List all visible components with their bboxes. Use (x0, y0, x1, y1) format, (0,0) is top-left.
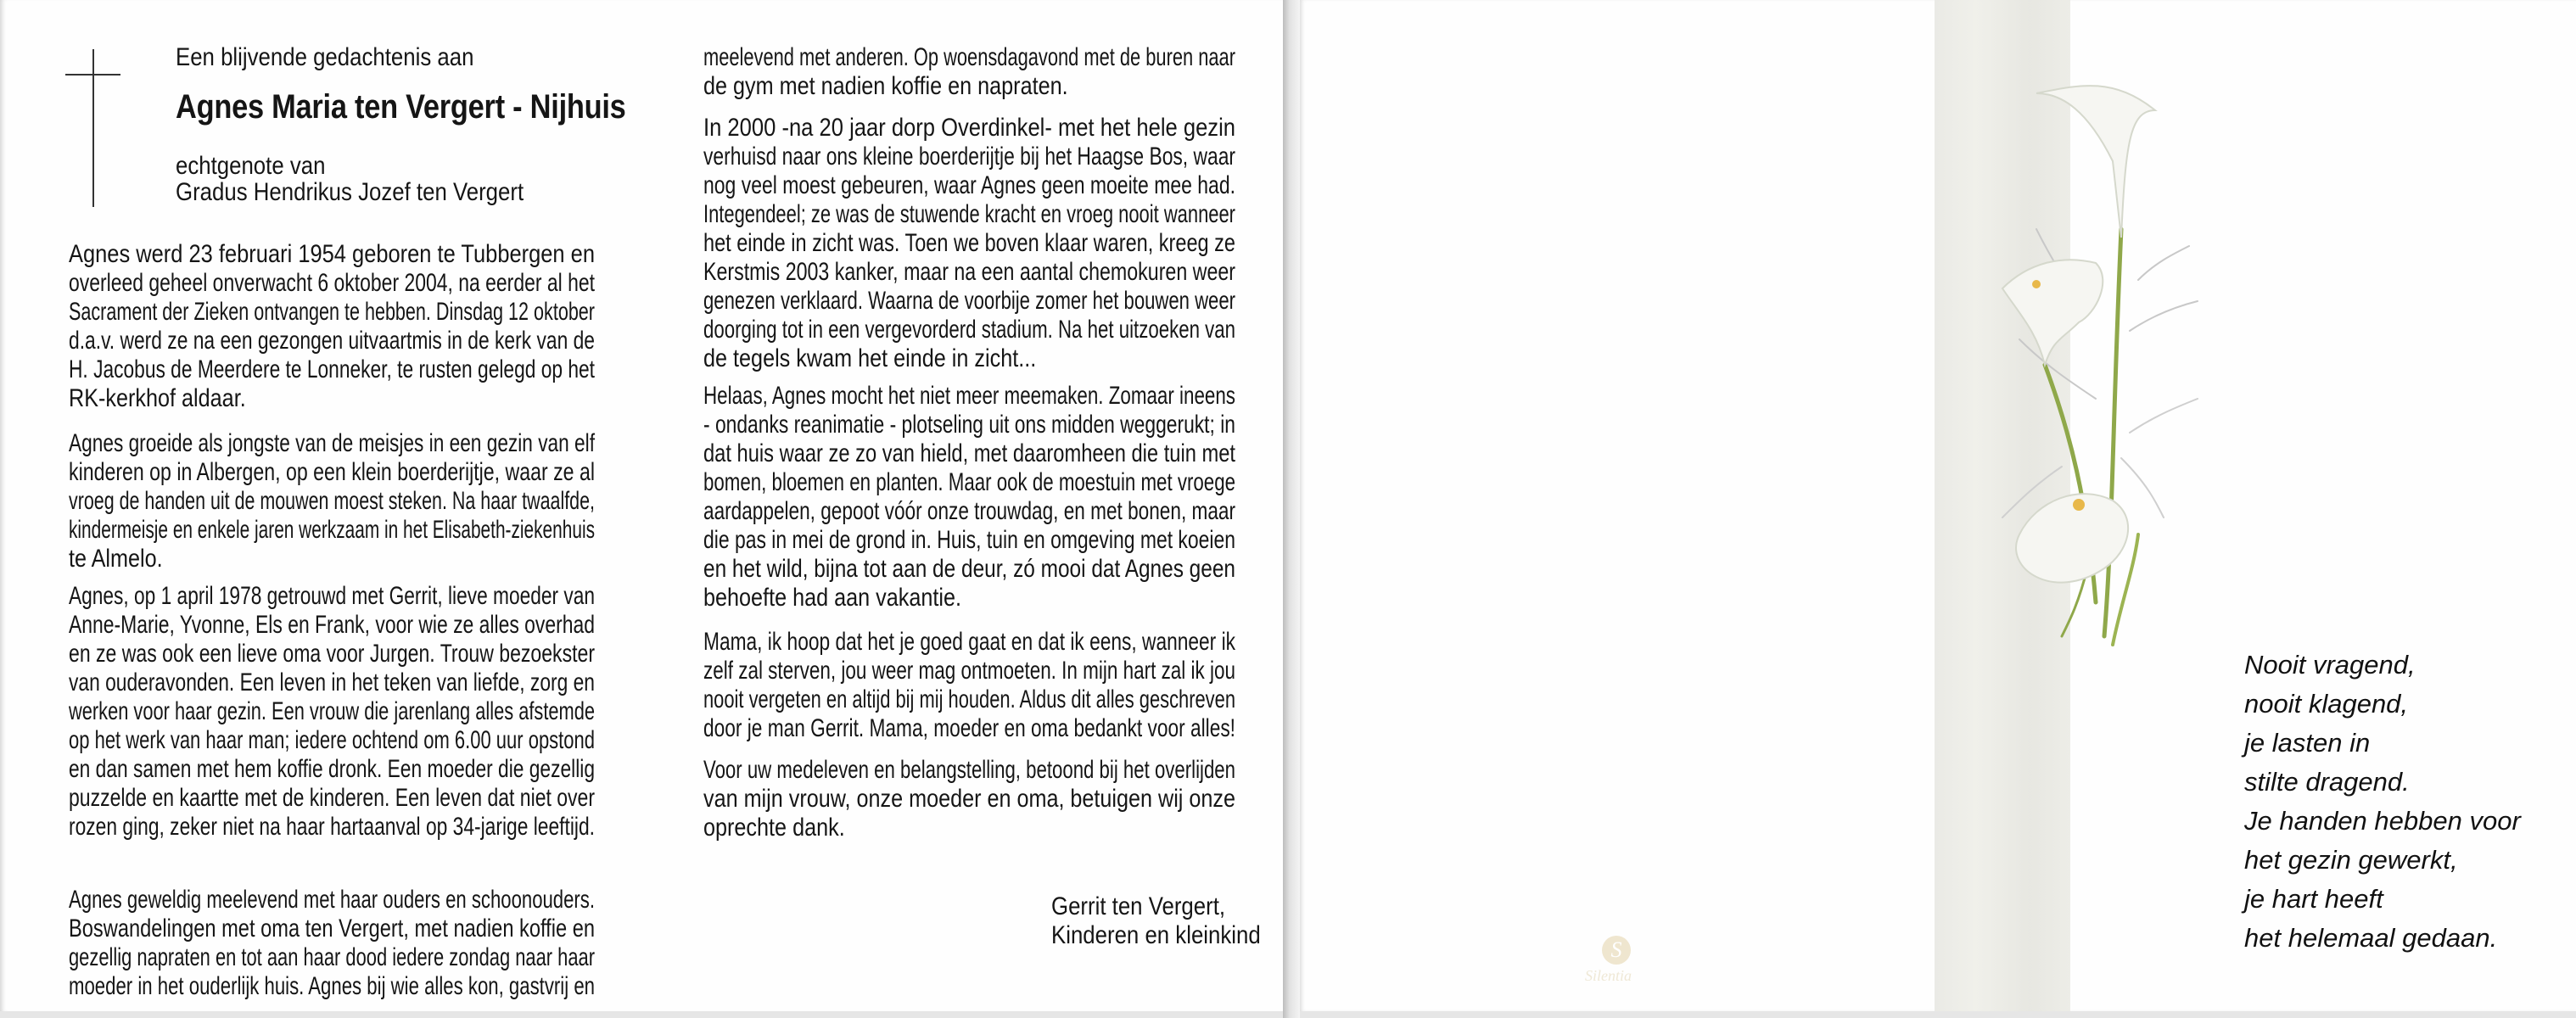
intro-text: Een blijvende gedachtenis aan (176, 43, 474, 71)
text-line: dat huis waar ze zo van hield, met daaromheen die tuin met (703, 439, 1235, 467)
text-line: d.a.v. werd ze na een gezongen uitvaartmis in de kerk van de (69, 327, 595, 355)
text-line: zelf zal sterven, jou weer mag ontmoeten. In mijn hart zal ik jou (703, 657, 1235, 685)
text-line-row (703, 555, 1235, 584)
text-line: RK-kerkhof aldaar. (69, 384, 246, 412)
cross-horizontal (65, 74, 120, 76)
text-line: de tegels kwam het einde in zicht... (703, 344, 1037, 372)
paragraph (69, 886, 595, 1001)
text-line: Agnes groeide als jongste van de meisjes in een gezin van elf (69, 429, 595, 457)
text-line-row (69, 611, 595, 640)
text-line: doorging tot in een vergevorderd stadium. Na het uitzoeken van (703, 316, 1235, 344)
text-line: oprechte dank. (703, 814, 845, 842)
cross-vertical (92, 49, 94, 207)
text-line: - ondanks reanimatie - plotseling uit ons midden weggerukt; in (703, 411, 1235, 439)
text-line-row (69, 269, 595, 298)
text-line-row (703, 344, 1235, 373)
poem-line: Je handen hebben voor (2244, 806, 2521, 836)
text-line-row (703, 785, 1235, 814)
text-line-row (703, 114, 1235, 143)
text-line-row (703, 143, 1235, 171)
text-line-row (69, 384, 595, 413)
text-line-row (703, 200, 1235, 229)
poem-line: het helemaal gedaan. (2244, 923, 2498, 953)
text-line-row (703, 43, 1235, 72)
signature-line: Kinderen en kleinkind (1051, 921, 1261, 949)
text-line-row (69, 298, 595, 327)
card-fold (1283, 0, 1300, 1018)
text-line: H. Jacobus de Meerdere te Lonneker, te rusten gelegd op het (69, 355, 595, 383)
poem-line: stilte dragend. (2244, 767, 2410, 797)
text-line-row (703, 526, 1235, 555)
text-line-row (69, 813, 595, 842)
text-line: aardappelen, gepoot vóór onze trouwdag, en met bonen, maar (703, 497, 1235, 525)
text-line-row (69, 327, 595, 355)
text-line-row (703, 171, 1235, 200)
text-line: op het werk van haar man; iedere ochtend om 6.00 uur opstond (69, 726, 595, 754)
paragraph (69, 582, 595, 842)
text-line: die pas in mei de grond in. Huis, tuin en omgeving met koeien (703, 526, 1235, 554)
text-line-row (703, 316, 1235, 344)
text-line-row (703, 229, 1235, 258)
poem-line: je hart heeft (2244, 884, 2383, 914)
text-line-row (69, 697, 595, 726)
text-line-row (703, 468, 1235, 497)
paragraph (703, 756, 1235, 842)
text-line: en ze was ook een lieve oma voor Jurgen. Trouw bezoekster (69, 640, 595, 668)
text-line: de gym met nadien koffie en napraten. (703, 72, 1068, 100)
paragraph (69, 240, 595, 413)
text-line: door je man Gerrit. Mama, moeder en oma bedankt voor alles! (703, 714, 1235, 742)
publisher-logo-text: Silentia (1585, 967, 1632, 984)
text-line: vroeg de handen uit de mouwen moest steken. Na haar twaalfde, (69, 487, 595, 515)
text-line-row (69, 972, 595, 1001)
signature (1051, 892, 1295, 950)
text-line-row (703, 382, 1235, 411)
text-line-row (703, 72, 1235, 101)
poem (2244, 646, 2521, 958)
poem-line: Nooit vragend, (2244, 650, 2416, 680)
text-line: Anne-Marie, Yvonne, Els en Frank, voor wie ze alles overhad (69, 611, 595, 639)
text-line-row (703, 411, 1235, 439)
text-line: van mijn vrouw, onze moeder en oma, betuigen wij onze (703, 785, 1235, 813)
text-line-row (703, 714, 1235, 743)
text-line: puzzelde en kaartte met de kinderen. Een leven dat niet over (69, 784, 595, 812)
text-line-row (703, 584, 1235, 612)
text-line-row (703, 628, 1235, 657)
paragraph (703, 382, 1235, 612)
text-line: Agnes, op 1 april 1978 getrouwd met Gerrit, lieve moeder van (69, 582, 595, 610)
text-line-row (703, 814, 1235, 842)
text-line: Integendeel; ze was de stuwende kracht en vroeg nooit wanneer (703, 200, 1235, 228)
text-line: Sacrament der Zieken ontvangen te hebben. Dinsdag 12 oktober (69, 298, 595, 326)
text-line-row (703, 685, 1235, 714)
poem-line: nooit klagend, (2244, 689, 2409, 719)
text-line: nooit vergeten en altijd bij mij houden. Aldus dit alles geschreven (703, 685, 1235, 713)
text-line: rozen ging, zeker niet na haar hartaanval op 34-jarige leeftijd. (69, 813, 595, 841)
text-line: verhuisd naar ons kleine boerderijtje bij het Haagse Bos, waar (703, 143, 1235, 171)
deceased-name: Agnes Maria ten Vergert - Nijhuis (176, 88, 626, 126)
text-line: en dan samen met hem koffie dronk. Een moeder die gezellig (69, 755, 595, 783)
text-line-row (69, 582, 595, 611)
poem-line: het gezin gewerkt, (2244, 845, 2458, 875)
text-line: te Almelo. (69, 545, 163, 573)
text-line: gezellig napraten en tot aan haar dood iedere zondag naar haar (69, 943, 595, 971)
poem-line: je lasten in (2244, 728, 2371, 758)
text-line: het einde in zicht was. Toen we boven klaar waren, kreeg ze (703, 229, 1235, 257)
paragraph (69, 429, 595, 573)
text-line-row (703, 439, 1235, 468)
text-line-row (69, 726, 595, 755)
text-line: overleed geheel onverwacht 6 oktober 2004, na eerder al het (69, 269, 595, 297)
text-line-row (69, 784, 595, 813)
text-line: In 2000 -na 20 jaar dorp Overdinkel- met het hele gezin (703, 114, 1235, 142)
text-line: Helaas, Agnes mocht het niet meer meemaken. Zomaar ineens (703, 382, 1235, 410)
text-line: Agnes geweldig meelevend met haar ouders en schoonouders. (69, 886, 595, 914)
text-line-row (69, 943, 595, 972)
text-line-row (69, 915, 595, 943)
paragraph (703, 628, 1235, 743)
text-line: genezen verklaard. Waarna de voorbije zomer het bouwen weer (703, 287, 1235, 315)
text-line-row (703, 657, 1235, 685)
paragraph (703, 114, 1235, 373)
text-line-row (69, 355, 595, 384)
text-line-row (69, 640, 595, 668)
text-line: Mama, ik hoop dat het je goed gaat en dat ik eens, wanneer ik (703, 628, 1235, 656)
text-line-row (69, 240, 595, 269)
text-line: Agnes werd 23 februari 1954 geboren te Tubbergen en (69, 240, 595, 268)
text-line-row (69, 668, 595, 697)
text-line: moeder in het ouderlijk huis. Agnes bij wie alles kon, gastvrij en (69, 972, 595, 1000)
publisher-logo: S (1602, 936, 1631, 965)
text-line: nog veel moest gebeuren, waar Agnes geen moeite mee had. (703, 171, 1235, 199)
signature-line: Gerrit ten Vergert, (1051, 892, 1226, 920)
text-line-row (703, 756, 1235, 785)
spouse-name: Gradus Hendrikus Jozef ten Vergert (176, 178, 524, 206)
text-line-row (69, 545, 595, 573)
text-line: meelevend met anderen. Op woensdagavond met de buren naar (703, 43, 1235, 71)
text-line-row (703, 258, 1235, 287)
text-line: Boswandelingen met oma ten Vergert, met nadien koffie en (69, 915, 595, 942)
text-line-row (69, 516, 595, 545)
text-line-row (69, 458, 595, 487)
text-line: van ouderavonden. Een leven in het teken van liefde, zorg en (69, 668, 595, 696)
text-line-row (703, 287, 1235, 316)
text-line: Voor uw medeleven en belangstelling, betoond bij het overlijden (703, 756, 1235, 784)
text-line: en het wild, bijna tot aan de deur, zó mooi dat Agnes geen (703, 555, 1235, 583)
spouse-label: echtgenote van (176, 152, 326, 180)
text-line: werken voor haar gezin. Een vrouw die jarenlang alles afstemde (69, 697, 595, 725)
calla-lily-illustration (1985, 59, 2206, 670)
text-line: Kerstmis 2003 kanker, maar na een aantal chemokuren weer (703, 258, 1235, 286)
text-line: bomen, bloemen en planten. Maar ook de moestuin met vroege (703, 468, 1235, 496)
text-line-row (69, 755, 595, 784)
text-line: behoefte had aan vakantie. (703, 584, 962, 612)
text-line-row (69, 429, 595, 458)
text-line: kinderen op in Albergen, op een klein boerderijtje, waar ze al (69, 458, 595, 486)
text-line-row (69, 886, 595, 915)
text-line-row (703, 497, 1235, 526)
paragraph (703, 43, 1235, 101)
text-line: kindermeisje en enkele jaren werkzaam in het Elisabeth-ziekenhuis (69, 516, 595, 544)
text-line-row (69, 487, 595, 516)
